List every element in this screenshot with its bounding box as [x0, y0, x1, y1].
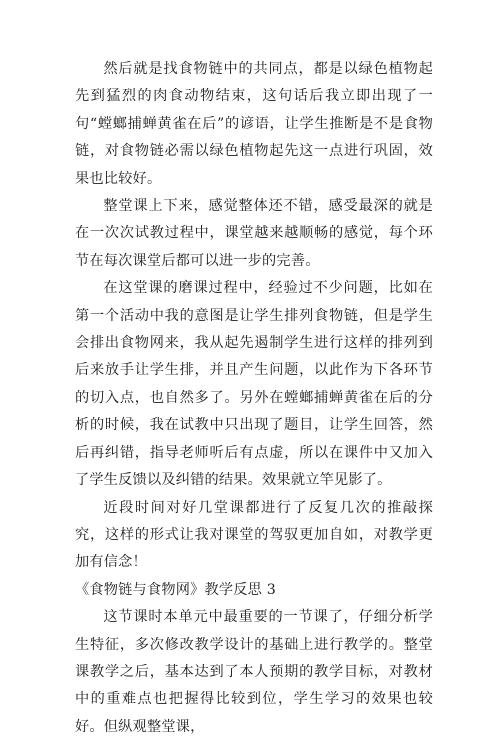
paragraph: 近段时间对好几堂课都进行了反复几次的推敲探究，这样的形式让我对课堂的驾驭更加自如，对教学更加有信念！	[75, 499, 433, 571]
document-body	[75, 56, 433, 741]
paragraph: 整堂课上下来，感觉整体还不错，感受最深的就是在一次次试教过程中，课堂越来越顺畅的感觉，每个环节在每次课堂后都可以进一步的完善。	[75, 198, 433, 269]
paragraph: 然后就是找食物链中的共同点，都是以绿色植物起先到猛烈的肉食动物结束，这句话后我立即出现了一句“螳螂捕蝉黄雀在后”的谚语，让学生推断是不是食物链，对食物链必需以绿色植物起先这一点进行巩固，效果也比较好。	[75, 61, 433, 187]
paragraph: 这节课时本单元中最重要的一节课了，仔细分析学生特征，多次修改教学设计的基础上进行教学的。整堂课教学之后，基本达到了本人预期的教学目标，对教材中的重难点也把握得比较到位，学生学习的效果也较好。但纵观整堂课，	[75, 609, 433, 735]
paragraph: 在这堂课的磨课过程中，经验过不少问题，比如在第一个活动中我的意图是让学生排列食物链，但是学生会排出食物网来，我从起先遏制学生进行这样的排列到后来放手让学生排，并且产生问题，以此作为下各环节的切入点，也自然多了。另外在螳螂捕蝉黄雀在后的分析的时候，我在试教中只出现了题目，让学生回答，然后再纠错，指导老师听后有点虚，所以在课件中又加入了学生反馈以及纠错的结果。效果就立竿见影了。	[75, 280, 433, 489]
section-title: 《食物链与食物网》教学反思 3	[75, 581, 276, 598]
